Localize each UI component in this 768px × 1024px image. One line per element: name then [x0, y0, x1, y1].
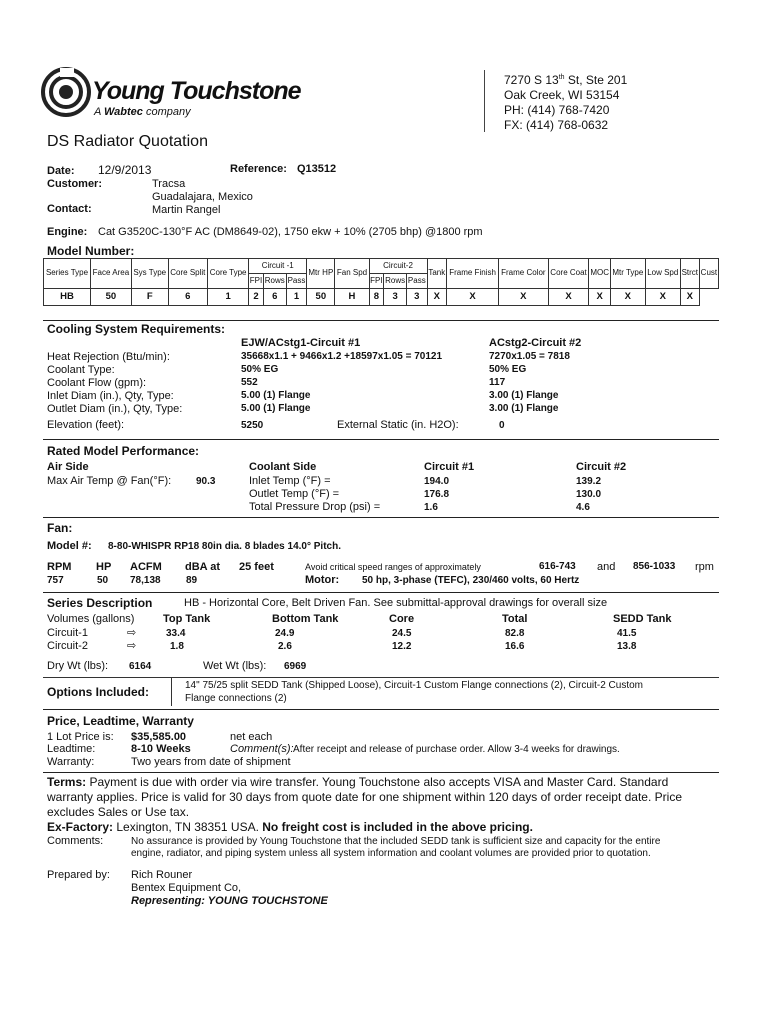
elevation-label: Elevation (feet):	[47, 419, 125, 431]
circuit-2-label: Circuit-2	[47, 640, 88, 652]
dry-weight-value: 6164	[129, 661, 152, 672]
wet-weight-label: Wet Wt (lbs):	[203, 660, 267, 672]
c1-bottom-tank: 24.9	[275, 628, 295, 639]
model-cell: H	[335, 289, 369, 306]
model-cell: X	[447, 289, 499, 306]
options-divider	[171, 678, 172, 706]
comment-label: Comment(s):	[230, 743, 294, 755]
acfm-label: ACFM	[130, 561, 162, 573]
customer-location: Guadalajara, Mexico	[152, 191, 253, 203]
ex-factory-line: Ex-Factory: Lexington, TN 38351 USA. No freight cost is included in the above pricing.	[47, 820, 533, 834]
motor-label: Motor:	[305, 574, 340, 586]
customer-label: Customer:	[47, 178, 103, 190]
coolant-type-label: Coolant Type:	[47, 364, 115, 376]
section-divider	[43, 677, 719, 678]
cooling-title: Cooling System Requirements:	[47, 322, 226, 336]
model-cell: X	[548, 289, 589, 306]
c1-sedd: 41.5	[617, 628, 637, 639]
section-divider	[43, 439, 719, 440]
logo-tagline: A Wabtec company	[94, 106, 191, 118]
max-air-temp-value: 90.3	[196, 476, 216, 487]
lot-price-label: 1 Lot Price is:	[47, 731, 114, 743]
air-side-heading: Air Side	[47, 461, 89, 473]
section-divider	[43, 592, 719, 593]
coolant-type-c1: 50% EG	[241, 364, 279, 375]
inlet-temp-c1: 194.0	[424, 476, 450, 487]
section-divider	[43, 517, 719, 518]
phone-number: PH: (414) 768-7420	[504, 103, 610, 117]
inlet-temp-label: Inlet Temp (°F) =	[249, 475, 331, 487]
document-title: DS Radiator Quotation	[47, 133, 208, 150]
acfm-value: 78,138	[130, 575, 161, 586]
core-heading: Core	[389, 613, 415, 625]
rated-c1-heading: Circuit #1	[424, 461, 475, 473]
model-cell: 3	[384, 289, 407, 306]
coolant-flow-label: Coolant Flow (gpm):	[47, 377, 147, 389]
lot-price-value: $35,585.00	[131, 731, 187, 743]
outlet-diam-c2: 3.00 (1) Flange	[489, 403, 559, 414]
col-core-coat: Core Coat	[548, 259, 589, 289]
outlet-temp-c2: 130.0	[576, 489, 602, 500]
engine-label: Engine:	[47, 226, 88, 238]
comments-line2: engine, radiator, and piping system unless all system information and coolant volumes are provided prior to quotation.	[131, 848, 651, 859]
options-line2: Flange connections (2)	[185, 693, 287, 704]
model-cell: X	[610, 289, 645, 306]
model-cell: 50	[307, 289, 335, 306]
c1-top-tank: 33.4	[166, 628, 186, 639]
c2-top-tank: 1.8	[170, 641, 184, 652]
model-cell: F	[131, 289, 168, 306]
model-cell: 8	[369, 289, 384, 306]
series-title: Series Description	[47, 596, 153, 610]
model-cell: X	[499, 289, 549, 306]
pressure-drop-c1: 1.6	[424, 502, 438, 513]
comment-value: After receipt and release of purchase order. Allow 3-4 weeks for drawings.	[293, 744, 620, 755]
leadtime-label: Leadtime:	[47, 743, 96, 755]
elevation-value: 5250	[241, 420, 264, 431]
net-each: net each	[230, 731, 273, 743]
coolant-type-c2: 50% EG	[489, 364, 527, 375]
outlet-diam-c1: 5.00 (1) Flange	[241, 403, 311, 414]
dba-label: dBA at	[185, 561, 221, 573]
c1-core: 24.5	[392, 628, 412, 639]
warranty-label: Warranty:	[47, 756, 95, 768]
section-divider	[43, 320, 719, 321]
col-mtr-hp: Mtr HP	[307, 259, 335, 289]
contact-label: Contact:	[47, 203, 92, 215]
col-core-split: Core Split	[168, 259, 207, 289]
logo-wordmark: Young Touchstone	[92, 77, 301, 105]
fax-number: FX: (414) 768-0632	[504, 118, 609, 132]
critical-range-1: 616-743	[539, 561, 576, 572]
col-face-area: Face Area	[90, 259, 131, 289]
col-fan-spd: Fan Spd	[335, 259, 369, 289]
rated-c2-heading: Circuit #2	[576, 461, 627, 473]
warranty-value: Two years from date of shipment	[131, 756, 291, 768]
dba-value: 89	[186, 575, 198, 586]
cooling-c1-header: EJW/ACstg1-Circuit #1	[241, 337, 361, 349]
circuit-1-label: Circuit-1	[47, 627, 88, 639]
prepared-by-name: Rich Rouner	[131, 869, 193, 881]
top-tank-heading: Top Tank	[163, 613, 211, 625]
critical-and: and	[597, 561, 616, 573]
c2-sedd: 13.8	[617, 641, 637, 652]
hp-label: HP	[96, 561, 112, 573]
col-frame-color: Frame Color	[499, 259, 549, 289]
terms-line1: Terms: Payment is due with order via wire transfer. Young Touchstone also accepts VISA and Master Card. Standard	[47, 775, 669, 789]
fan-model-label: Model #:	[47, 540, 92, 552]
date-label: Date:	[47, 165, 75, 177]
col-low-spd: Low Spd	[645, 259, 680, 289]
terms-line2: warranty applies. Price is valid for 30 days from quote date for one shipment within 120 days of order receipt date. Price	[47, 790, 682, 804]
coolant-flow-c2: 117	[489, 377, 506, 388]
hp-value: 50	[97, 575, 109, 586]
model-number-title: Model Number:	[47, 244, 135, 258]
heat-rejection-c1: 35668x1.1 + 9466x1.2 +18597x1.05 = 70121	[241, 351, 443, 362]
customer-name: Tracsa	[152, 178, 186, 190]
rpm-unit: rpm	[695, 561, 714, 573]
outlet-temp-c1: 176.8	[424, 489, 450, 500]
heat-rejection-c2: 7270x1.05 = 7818	[489, 351, 570, 362]
reference-label: Reference:	[230, 163, 287, 175]
coolant-flow-c1: 552	[241, 377, 258, 388]
section-divider	[43, 772, 719, 773]
model-cell: X	[427, 289, 447, 306]
col-cust: Cust	[699, 259, 718, 289]
critical-range-2: 856-1033	[633, 561, 676, 572]
model-cell: X	[589, 289, 610, 306]
contact-value: Martin Rangel	[152, 204, 221, 216]
col-c1-pass: Pass	[286, 274, 306, 289]
col-c2-fpi: FPI	[369, 274, 384, 289]
model-number-table	[43, 258, 719, 306]
model-cell: 1	[208, 289, 249, 306]
bottom-tank-heading: Bottom Tank	[272, 613, 339, 625]
pressure-drop-c2: 4.6	[576, 502, 590, 513]
col-moc: MOC	[589, 259, 610, 289]
inlet-temp-c2: 139.2	[576, 476, 602, 487]
avoid-critical-text: Avoid critical speed ranges of approximately	[305, 562, 481, 572]
date-value: 12/9/2013	[98, 163, 152, 177]
wet-weight-value: 6969	[284, 661, 307, 672]
pressure-drop-label: Total Pressure Drop (psi) =	[249, 501, 381, 513]
comments-label: Comments:	[47, 835, 104, 847]
col-c1-rows: Rows	[263, 274, 286, 289]
col-core-type: Core Type	[208, 259, 249, 289]
model-cell: 6	[168, 289, 207, 306]
outlet-temp-label: Outlet Temp (°F) =	[249, 488, 340, 500]
c1-total: 82.8	[505, 628, 525, 639]
volumes-label: Volumes (gallons)	[47, 613, 135, 625]
fan-title: Fan:	[47, 521, 73, 535]
c2-bottom-tank: 2.6	[278, 641, 292, 652]
col-c2-pass: Pass	[407, 274, 427, 289]
max-air-temp-label: Max Air Temp @ Fan(°F):	[47, 475, 172, 487]
terms-line3: excludes Sales or Use tax.	[47, 805, 190, 819]
representing-line: Representing: YOUNG TOUCHSTONE	[131, 895, 328, 907]
coolant-side-heading: Coolant Side	[249, 461, 317, 473]
col-sys-type: Sys Type	[131, 259, 168, 289]
options-title: Options Included:	[47, 685, 149, 699]
prepared-by-label: Prepared by:	[47, 869, 110, 881]
c2-core: 12.2	[392, 641, 412, 652]
price-title: Price, Leadtime, Warranty	[47, 714, 194, 728]
section-divider	[43, 709, 719, 710]
series-description: HB - Horizontal Core, Belt Driven Fan. See submittal-approval drawings for overall size	[184, 597, 608, 609]
total-heading: Total	[502, 613, 528, 625]
col-circuit-1: Circuit -1	[249, 259, 307, 274]
sedd-tank-heading: SEDD Tank	[613, 613, 672, 625]
heat-rejection-label: Heat Rejection (Btu/min):	[47, 351, 170, 363]
address-divider	[484, 70, 485, 132]
external-static-value: 0	[499, 420, 505, 431]
outlet-diam-label: Outlet Diam (in.), Qty, Type:	[47, 403, 183, 415]
young-touchstone-logo-icon	[40, 66, 92, 118]
col-frame-finish: Frame Finish	[447, 259, 499, 289]
address-line2: Oak Creek, WI 53154	[504, 88, 620, 102]
motor-value: 50 hp, 3-phase (TEFC), 230/460 volts, 60 Hertz	[362, 575, 580, 586]
col-c1-fpi: FPI	[249, 274, 264, 289]
col-circuit-2: Circuit-2	[369, 259, 427, 274]
model-cell: 3	[407, 289, 427, 306]
model-cell: 6	[263, 289, 286, 306]
engine-value: Cat G3520C-130°F AC (DM8649-02), 1750 ekw + 10% (2705 bhp) @1800 rpm	[98, 226, 483, 238]
col-series-type: Series Type	[44, 259, 91, 289]
model-cell: 50	[90, 289, 131, 306]
reference-value: Q13512	[297, 163, 337, 175]
inlet-diam-c2: 3.00 (1) Flange	[489, 390, 559, 401]
leadtime-value: 8-10 Weeks	[131, 743, 191, 755]
c2-total: 16.6	[505, 641, 525, 652]
rpm-value: 757	[47, 575, 64, 586]
col-strct: Strct	[680, 259, 699, 289]
dba-distance: 25 feet	[239, 561, 274, 573]
fan-model-value: 8-80-WHISPR RP18 80in dia. 8 blades 14.0° Pitch.	[108, 541, 341, 552]
model-cell: HB	[44, 289, 91, 306]
comments-line1: No assurance is provided by Young Touchstone that the included SEDD tank is sufficient size and capacity for the entire	[131, 836, 661, 847]
col-c2-rows: Rows	[384, 274, 407, 289]
model-cell: 1	[286, 289, 306, 306]
prepared-by-company: Bentex Equipment Co,	[131, 882, 242, 894]
col-mtr-type: Mtr Type	[610, 259, 645, 289]
arrow-right-icon: ⇨	[127, 627, 137, 639]
options-line1: 14" 75/25 split SEDD Tank (Shipped Loose), Circuit-1 Custom Flange connections (2), Circuit-2 Custom	[185, 680, 644, 691]
model-cell: X	[680, 289, 699, 306]
rpm-label: RPM	[47, 561, 72, 573]
dry-weight-label: Dry Wt (lbs):	[47, 660, 109, 672]
model-cell: 2	[249, 289, 264, 306]
model-values-row	[44, 289, 719, 306]
external-static-label: External Static (in. H2O):	[337, 419, 459, 431]
model-cell: X	[645, 289, 680, 306]
arrow-right-icon: ⇨	[127, 640, 137, 652]
address-line1: 7270 S 13th St, Ste 201	[504, 73, 628, 87]
inlet-diam-c1: 5.00 (1) Flange	[241, 390, 311, 401]
rated-title: Rated Model Performance:	[47, 444, 200, 458]
inlet-diam-label: Inlet Diam (in.), Qty, Type:	[47, 390, 174, 402]
col-tank: Tank	[427, 259, 447, 289]
cooling-c2-header: ACstg2-Circuit #2	[489, 337, 582, 349]
